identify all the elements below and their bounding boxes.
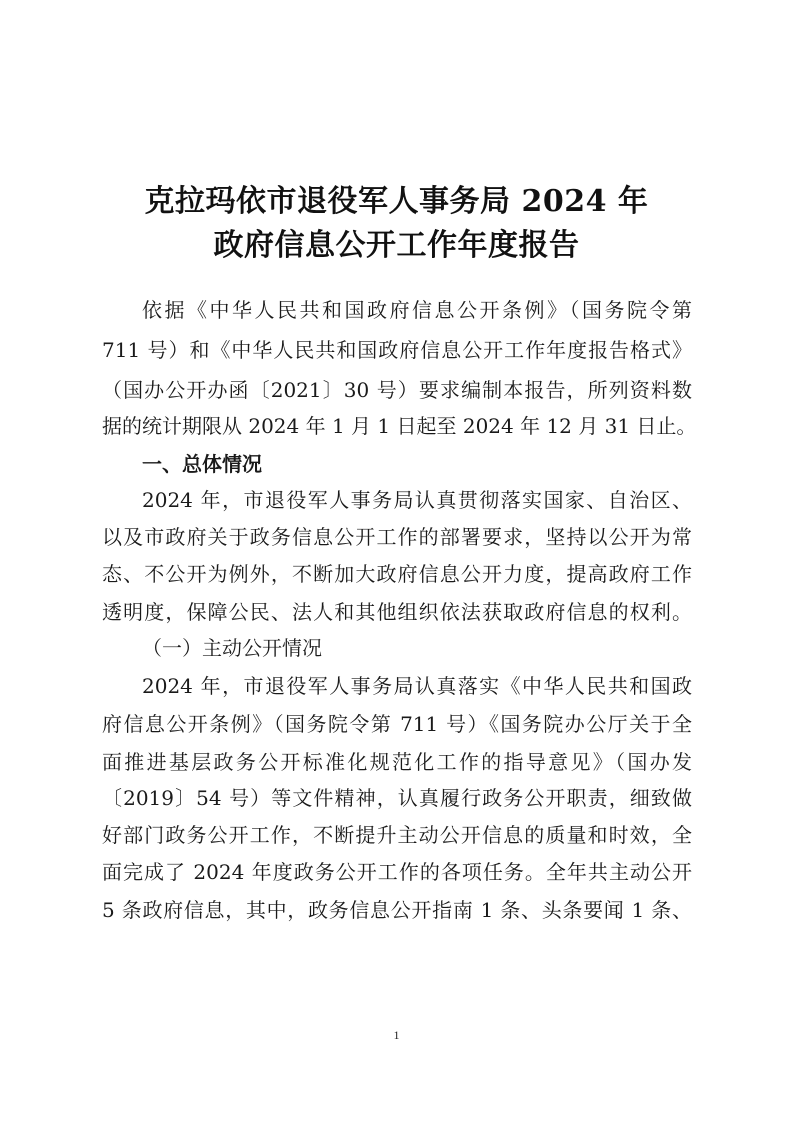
overview-line-2: 以及市政府关于政务信息公开工作的部署要求，坚持以公开为常: [102, 525, 692, 549]
overview-line-1: 2024 年，市退役军人事务局认真贯彻落实国家、自治区、: [142, 488, 692, 512]
intro-line-4: 据的统计期限从 2024 年 1 月 1 日起至 2024 年 12 月 31 日止。: [102, 414, 697, 438]
proactive-line-2: 府信息公开条例》（国务院令第 711 号）《国务院办公厅关于全: [102, 712, 692, 736]
subsection-heading-proactive-disclosure: （一）主动公开情况: [142, 636, 322, 660]
section-heading-overview: 一、总体情况: [142, 452, 262, 476]
intro-line-3: （国办公开办函〔2021〕30 号）要求编制本报告，所列资料数: [102, 378, 692, 402]
report-title-line-1: 克拉玛依市退役军人事务局 2024 年: [144, 184, 649, 219]
proactive-line-6: 面完成了 2024 年度政务公开工作的各项任务。全年共主动公开: [102, 860, 692, 884]
overview-line-3: 态、不公开为例外，不断加大政府信息公开力度，提高政府工作: [102, 562, 692, 586]
proactive-line-7: 5 条政府信息，其中，政务信息公开指南 1 条、头条要闻 1 条、: [102, 898, 692, 922]
report-title-line-2: 政府信息公开工作年度报告: [213, 228, 580, 263]
proactive-line-5: 好部门政务公开工作，不断提升主动公开信息的质量和时效，全: [102, 823, 692, 847]
proactive-line-3: 面推进基层政务公开标准化规范化工作的指导意见》（国办发: [102, 750, 692, 774]
intro-line-1: 依据《中华人民共和国政府信息公开条例》（国务院令第: [142, 298, 692, 322]
page-number: 1: [393, 1028, 400, 1042]
overview-line-4: 透明度，保障公民、法人和其他组织依法获取政府信息的权利。: [102, 600, 692, 624]
proactive-line-1: 2024 年，市退役军人事务局认真落实《中华人民共和国政: [142, 674, 692, 698]
proactive-line-4: 〔2019〕54 号）等文件精神，认真履行政务公开职责，细致做: [102, 786, 692, 810]
intro-line-2: 711 号）和《中华人民共和国政府信息公开工作年度报告格式》: [102, 338, 692, 362]
